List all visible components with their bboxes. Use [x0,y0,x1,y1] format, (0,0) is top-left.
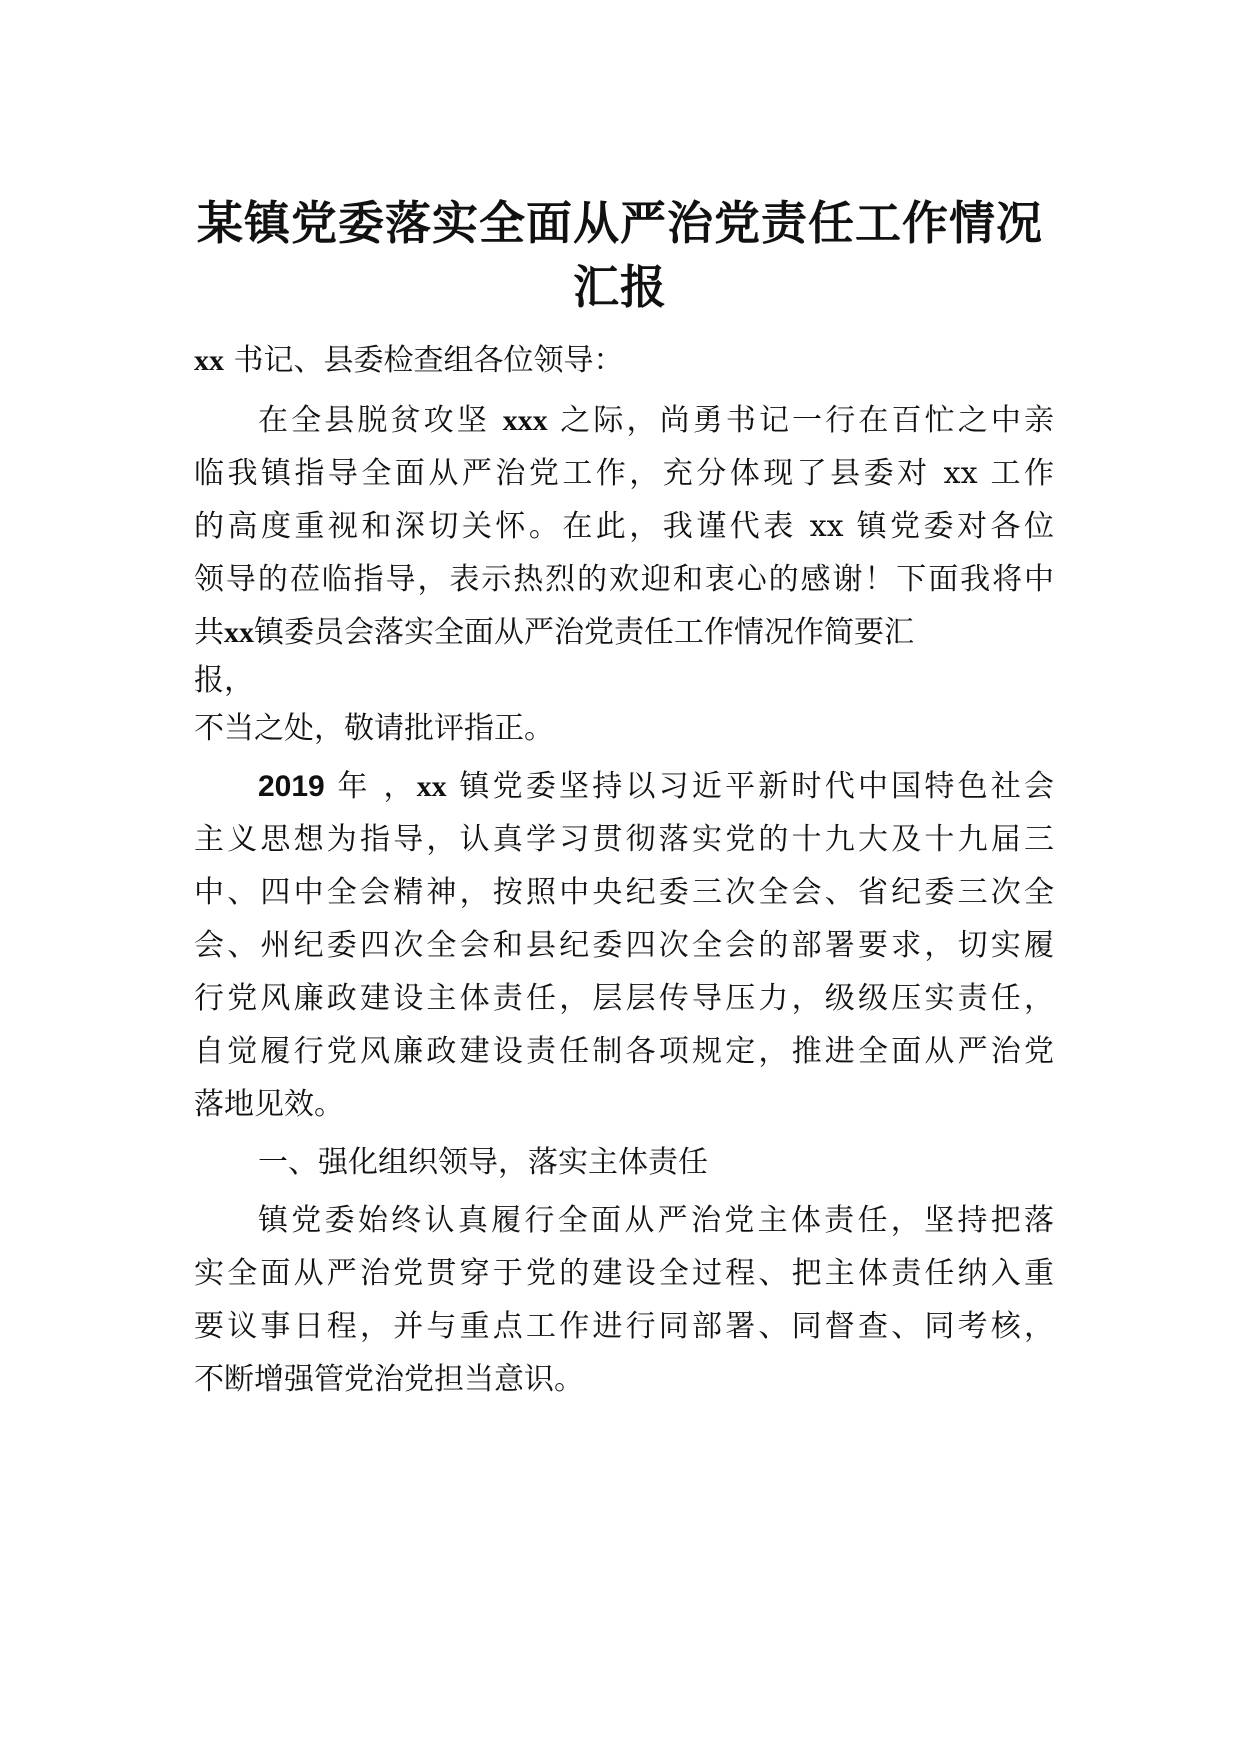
para1-line-1-a: 在全县脱贫攻坚 [258,403,490,438]
para2-line-2: 主义思想为指导，认真学习贯彻落实党的十九大及十九届三 [194,822,1054,857]
para1-line-1-bold: xxx [502,404,548,437]
salutation-text: 书记、县委检查组各位领导： [233,343,624,378]
para1-line-6: 报， [194,663,254,698]
para2-line-1-bold: xx [416,770,447,803]
section-heading-1: 一、强化组织领导，落实主体责任 [258,1145,708,1180]
para1-line-1-c: 之际，尚勇书记一行在百忙之中亲 [560,403,1055,438]
salutation-name: xx [194,344,224,377]
para3-line-4: 不断增强管党治党担当意识。 [194,1362,584,1397]
para2-line-3: 中、四中全会精神，按照中央纪委三次全会、省纪委三次全 [194,875,1054,910]
para1-line-1 [258,396,1054,446]
para2-line-5: 行党风廉政建设主体责任，层层传导压力，级级压实责任， [194,981,1054,1016]
salutation [194,336,1054,386]
document-title-line-1: 某镇党委落实全面从严治党责任工作情况 [197,196,1043,250]
para3-line-1: 镇党委始终认真履行全面从严治党主体责任，坚持把落 [258,1203,1054,1238]
para3-line-2: 实全面从严治党贯穿于党的建设全过程、把主体责任纳入重 [194,1256,1054,1291]
para3-line-3: 要议事日程，并与重点工作进行同部署、同督查、同考核， [194,1309,1054,1344]
para1-line-3: 的高度重视和深切关怀。在此，我谨代表 xx 镇党委对各位 [194,509,1054,544]
para1-line-5-bold: xx [224,616,254,649]
document-title-line-2: 汇报 [573,260,667,314]
para2-line-1 [258,762,1054,812]
para2-line-6: 自觉履行党风廉政建设责任制各项规定，推进全面从严治党 [194,1034,1054,1069]
para1-line-5-a: 共 [194,615,224,650]
para1-line-2: 临我镇指导全面从严治党工作，充分体现了县委对 xx 工作 [194,456,1054,491]
para2-year: 2019 [258,770,325,803]
para1-line-5-c: 镇委员会落实全面从严治党责任工作情况作简要汇 [254,615,914,650]
para1-line-5 [194,608,1014,658]
para2-line-7: 落地见效。 [194,1087,344,1122]
para2-line-4: 会、州纪委四次全会和县纪委四次全会的部署要求，切实履 [194,928,1054,963]
para1-line-7: 不当之处，敬请批评指正。 [194,711,554,746]
para1-line-4: 领导的莅临指导，表示热烈的欢迎和衷心的感谢！下面我将中 [194,562,1054,597]
para2-line-1-c: 镇党委坚持以习近平新时代中国特色社会 [446,769,1054,804]
para2-line-1-a: 年 ， [324,769,417,804]
